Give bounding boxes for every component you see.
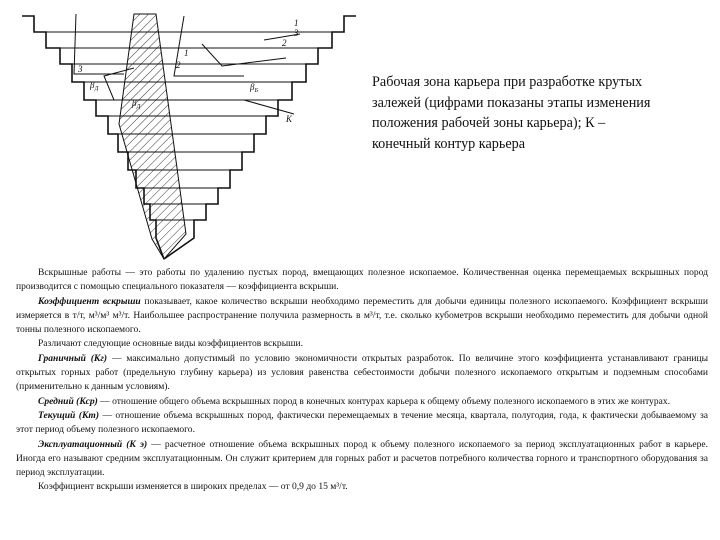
paragraph-text: — максимально допустимый по условию экономичности открытых разработок. По величине этого коэффициента устанавливают границы открытых горных работ (предельную глубину карьера) из условия равенства себестоимости добычи полезного ископаемого открытым и подземным способами (применительно к данным условиям). [16, 352, 708, 393]
paragraph [16, 480, 708, 494]
label-contour-k: К [286, 114, 292, 124]
paragraph-term: Текущий (Кт) [38, 409, 100, 421]
paragraph-text: Различают следующие основные виды коэффициентов вскрыши. [38, 338, 303, 350]
caption-main: Рабочая зона карьера при разработке крутых залежей (цифрами показаны этапы изменения положения рабочей зоны карьера); [372, 74, 651, 131]
label-stage3-mid: 3 [78, 64, 83, 74]
right-pit-wall [164, 16, 356, 259]
label-stage2-mid: 2 [176, 60, 181, 70]
paragraph-text: — расчетное отношение объема вскрышных пород к объему полезного ископаемого за период эксплуатационных работ в карьере. Иногда его называют средним эксплуатационным. Он служит критерием для горных работ и расчетов потребного количества горного и транспортного оборудования за период эксплуатации. [16, 438, 709, 479]
paragraph-text: — отношение общего объема вскрышных пород в конечных контурах карьера к общему объему полезного ископаемого в этих же контурах. [97, 395, 671, 407]
paragraph [16, 352, 708, 395]
ore-body [119, 14, 186, 259]
body-text [16, 266, 708, 495]
paragraph-text: Коэффициент вскрыши изменяется в широких пределах — от 0,9 до 15 м³/т. [38, 481, 348, 493]
label-beta-right: $\beta_Б$ [250, 82, 259, 94]
paragraph-term: Граничный (Кг) [38, 352, 108, 364]
paragraph-term: Средний (Кср) [38, 395, 98, 407]
paragraph-text: — отношение объема вскрышных пород, фактически перемещаемых в течение месяца, квартала, полугодия, года, к фактически добываемому за этот период объему полезного ископаемого. [16, 409, 708, 436]
label-stage3-top: 3 [294, 28, 299, 38]
paragraph [16, 337, 708, 351]
paragraph-term: Коэффициент вскрыши [38, 295, 141, 307]
paragraph [16, 438, 708, 481]
paragraph [16, 409, 708, 438]
paragraph-term: Эксплуатационный (К э) [38, 438, 148, 450]
label-stage1-mid: 1 [184, 48, 189, 58]
paragraph [16, 295, 708, 338]
bench-lines [34, 32, 344, 220]
label-beta-left: $\beta_Д$ [90, 80, 99, 92]
paragraph [16, 266, 708, 295]
label-beta-mid: $\beta_Д$ [132, 98, 141, 110]
paragraph-text: Вскрышные работы — это работы по удалению пустых пород, вмещающих полезное ископаемое. Количественная оценка перемещаемых вскрышных пород производится с помощью специального показателя — коэффициента вскрыши. [16, 267, 708, 293]
caption-tail: К – конечный контур карьера [372, 115, 606, 152]
paragraph [16, 395, 708, 409]
paragraph-text: показывает, какое количество вскрыши необходимо переместить для добычи единицы полезного ископаемого. Коэффициент вскрыши измеряется в т/т, м³/м³ м³/т. Наибольшее распространение получила размерность в м³/т, т.е. сколько кубометров вскрыши необходимо переместить для добычи одной тонны полезного ископаемого. [16, 295, 708, 336]
figure-caption [372, 72, 662, 154]
label-stage2-top: 2 [282, 38, 287, 48]
open-pit-diagram [14, 4, 364, 266]
label-stage1-top: 1 [294, 18, 299, 28]
